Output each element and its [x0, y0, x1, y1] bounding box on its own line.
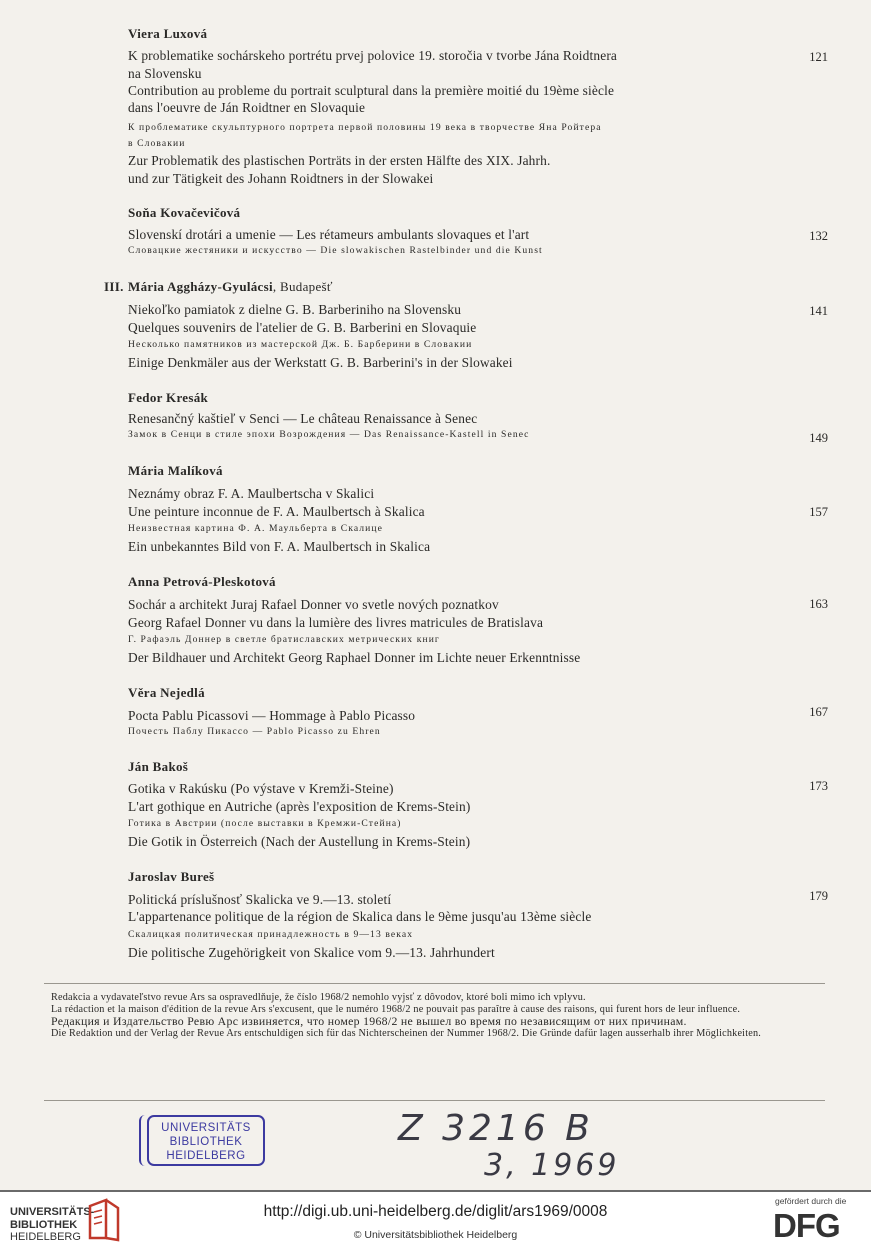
- library-stamp: [147, 1115, 265, 1166]
- entry-title-line: Une peinture inconnue de F. A. Maulbertsch à Skalica: [128, 504, 425, 519]
- stamp-line-2: BIBLIOTHEK: [169, 1136, 243, 1148]
- entry-title-line: Einige Denkmäler aus der Werkstatt G. B. Barberini's in der Slowakei: [128, 355, 513, 370]
- entry-title-line: Georg Rafael Donner vu dans la lumière des livres matricules de Bratislava: [128, 615, 544, 630]
- stamp-line-3: HEIDELBERG: [166, 1150, 246, 1162]
- entry-title-line: Zur Problematik des plastischen Porträts in der ersten Hälfte des XIX. Jahrh.: [128, 153, 551, 168]
- entry-title-line: Gotika v Rakúsku (Po výstave v Kremži-Steine): [128, 781, 394, 796]
- entry-title-line: Quelques souvenirs de l'atelier de G. B. Barberini en Slovaquie: [128, 320, 477, 335]
- part-number: III.: [104, 279, 124, 294]
- author-label: Fedor Kresák: [128, 390, 209, 405]
- entry-title-line: und zur Tätigkeit des Johann Roidtners in der Slowakei: [128, 171, 434, 186]
- author-label: Soňa Kovačevičová: [128, 205, 241, 220]
- logo-line-1: UNIVERSITÄTS-: [10, 1206, 95, 1218]
- entry-title-line: Словацкие жестяники и искусство — Die slowakischen Rastelbinder und die Kunst: [128, 245, 543, 256]
- entry-title-line: Niekoľko pamiatok z dielne G. B. Barberiniho na Slovensku: [128, 302, 462, 317]
- author-label: Mária Malíková: [128, 463, 223, 478]
- entry-title-line: Die politische Zugehörigkeit von Skalice vom 9.—13. Jahrhundert: [128, 945, 495, 960]
- stamp-line-1: UNIVERSITÄTS: [161, 1122, 251, 1134]
- author-name: [104, 279, 333, 295]
- author-name: [128, 390, 208, 406]
- entry-title-line: Renesančný kaštieľ v Senci — Le château Renaissance à Senec: [128, 411, 478, 426]
- author-name: [128, 869, 214, 885]
- editorial-notice: [44, 983, 825, 1101]
- entry-title-line: Замок в Сенци в стиле эпохи Возрождения — Das Renaissance-Kastell in Senec: [128, 429, 530, 440]
- entry-title-line: Скалицкая политическая принадлежность в 9—13 веках: [128, 929, 414, 940]
- notice-slovak: Redakcia a vydavateľstvo revue Ars sa ospravedlňuje, že číslo 1968/2 nemohlo vyjsť z dôvodov, ktoré boli mimo ich vplyvu.: [51, 992, 586, 1003]
- dfg-logo[interactable]: DFG: [773, 1207, 840, 1244]
- entry-title-line: dans l'oeuvre de Ján Roidtner en Slovaquie: [128, 100, 366, 115]
- author-name: [128, 574, 276, 590]
- entry-title-line: Neznámy obraz F. A. Maulbertscha v Skalici: [128, 486, 375, 501]
- logo-line-3: HEIDELBERG: [10, 1231, 81, 1243]
- entry-title-line: Готика в Австрии (после выставки в Кремжи-Стейна): [128, 818, 402, 829]
- permalink-url[interactable]: http://digi.ub.uni-heidelberg.de/diglit/ars1969/0008: [263, 1203, 608, 1220]
- author-name: [128, 685, 205, 701]
- page-number: 163: [809, 597, 828, 611]
- author-label: Jaroslav Bureš: [128, 869, 215, 884]
- author-label: Anna Petrová-Pleskotová: [128, 574, 276, 589]
- entry-title-line: Неизвестная картина Ф. А. Маульберта в Скалице: [128, 523, 383, 534]
- notice-french: La rédaction et la maison d'édition de la revue Ars s'excusent, que le numéro 1968/2 ne pouvait pas paraître à cause des raisons, qui furent hors de leur influence.: [51, 1003, 741, 1015]
- author-city: , Budapešť: [272, 279, 333, 294]
- author-label: Viera Luxová: [128, 26, 208, 41]
- author-name: [128, 463, 223, 479]
- page-number: 157: [809, 505, 828, 519]
- entry-title-line: L'art gothique en Autriche (après l'exposition de Krems-Stein): [128, 799, 471, 814]
- funding-label: gefördert durch die: [775, 1196, 847, 1206]
- entry-title-line: Slovenskí drotári a umenie — Les rétameurs ambulants slovaques et l'art: [128, 227, 530, 242]
- entry-title-line: Contribution au probleme du portrait sculptural dans la première moitié du 19ème siècle: [128, 83, 615, 98]
- page-number: 132: [809, 229, 828, 243]
- entry-title-line: Sochár a architekt Juraj Rafael Donner vo svetle nových poznatkov: [128, 597, 499, 612]
- page-number: 149: [809, 431, 828, 445]
- entry-title-line: К проблематике скульптурного портрета первой половины 19 века в творчестве Яна Ройтера: [128, 122, 602, 133]
- author-name: [128, 759, 188, 775]
- notice-german: Die Redaktion und der Verlag der Revue Ars entschuldigen sich für das Nichterscheinen der Nummer 1968/2. Die Gründe dafür lagen ausserhalb ihrer Möglichkeiten.: [51, 1027, 762, 1039]
- author-name: [128, 205, 240, 221]
- page-number: 167: [809, 705, 828, 719]
- page-number: 179: [809, 889, 828, 903]
- entry-title-line: Pocta Pablu Picassovi — Hommage à Pablo Picasso: [128, 708, 416, 723]
- entry-title-line: Die Gotik in Österreich (Nach der Austellung in Krems-Stein): [128, 834, 471, 849]
- entry-title-line: Почесть Паблу Пикассо — Pablo Picasso zu Ehren: [128, 726, 381, 737]
- entry-title-line: Несколько памятников из мастерской Дж. Б. Барберини в Словакии: [128, 339, 473, 350]
- handwritten-shelfmark: Z 3216 B: [398, 1108, 594, 1149]
- entry-title-line: Politická príslušnosť Skalicka ve 9.—13. století: [128, 892, 392, 907]
- entry-title-line: в Словакии: [128, 138, 186, 149]
- entry-title-line: Ein unbekanntes Bild von F. A. Maulbertsch in Skalica: [128, 539, 431, 554]
- logo-line-2: BIBLIOTHEK: [10, 1218, 78, 1231]
- page-number: 141: [809, 304, 828, 318]
- entry-title-line: L'appartenance politique de la région de Skalica dans le 9ème jusqu'au 13ème siècle: [128, 909, 592, 924]
- author-label: Mária Aggházy-Gyulácsi: [128, 279, 273, 294]
- notice-russian: Редакция и Издательство Ревю Арс извиняется, что номер 1968/2 не вышел во время по независящим от них причинам.: [51, 1014, 687, 1029]
- entry-title-line: na Slovensku: [128, 66, 202, 81]
- viewer-footer: [0, 1190, 871, 1253]
- author-name: [128, 26, 207, 42]
- page-number: 173: [809, 779, 828, 793]
- handwritten-volume: 3, 1969: [484, 1148, 620, 1183]
- entry-title-line: K problematike sochárskeho portrétu prvej polovice 19. storočia v tvorbe Jána Roidtnera: [128, 48, 618, 63]
- page-number: 121: [809, 50, 828, 64]
- author-label: Ján Bakoš: [128, 759, 189, 774]
- copyright-notice: © Universitätsbibliothek Heidelberg: [353, 1229, 518, 1241]
- author-label: Věra Nejedlá: [128, 685, 205, 700]
- entry-title-line: Der Bildhauer und Architekt Georg Raphael Donner im Lichte neuer Erkenntnisse: [128, 650, 581, 665]
- entry-title-line: Г. Рафаэль Доннер в светле братиславских метрических книг: [128, 634, 440, 645]
